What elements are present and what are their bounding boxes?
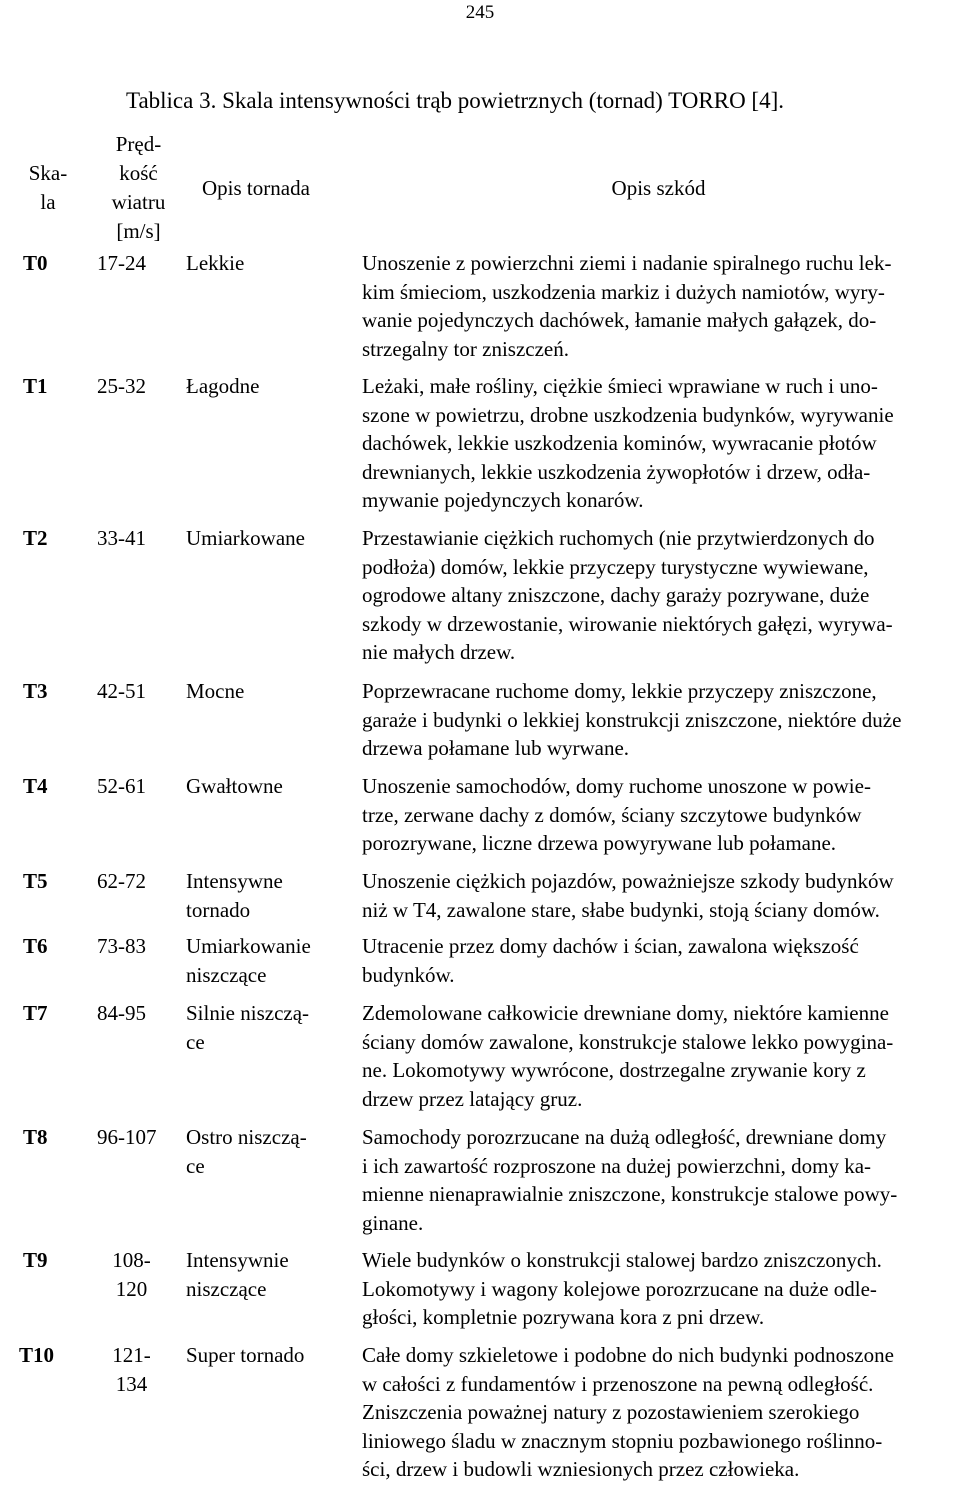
header-tornado-description: Opis tornada <box>202 175 310 200</box>
table-row <box>4 1341 956 1492</box>
wind-speed-cell: 96-107 <box>97 1125 157 1149</box>
table-header <box>4 127 956 249</box>
tornado-description-cell: Łagodne <box>186 374 260 398</box>
wind-speed-cell: 33-41 <box>97 526 146 550</box>
scale-cell: T5 <box>23 869 48 893</box>
damage-description-cell: Wiele budynków o konstrukcji stalowej bardzo zniszczonych. Lokomotywy i wagony kolejowe porozrzucane na duże odle- głości, kompletnie pozrywana kora z pni drzew. <box>362 1248 882 1329</box>
tornado-description-cell: Umiarkowane <box>186 526 305 550</box>
damage-description-cell: Unoszenie samochodów, domy ruchome unoszone w powie- trze, zerwane dachy z domów, ściany szczytowe budynków porozrywane, liczne drzewa powyrywane lub połamane. <box>362 774 871 855</box>
torro-scale-table <box>4 127 956 1492</box>
header-wind-speed: Pręd- kość wiatru [m/s] <box>111 132 166 243</box>
damage-description-cell: Poprzewracane ruchome domy, lekkie przyczepy zniszczone, garaże i budynki o lekkiej konstrukcji zniszczone, niektóre duże drzewa połamane lub wyrwane. <box>362 679 902 760</box>
scale-cell: T0 <box>23 251 48 275</box>
damage-description-cell: Całe domy szkieletowe i podobne do nich budynki podnoszone w całości z fundamentów i przenoszone na pewną odległość. Zniszczenia poważnej natury z pozostawieniem szerokiego liniowego śladu w znacznym stopniu pozbawionego roślinno- ści, drzew i budowli wzniesionych przez człowieka. <box>362 1343 894 1481</box>
table-row <box>4 772 956 867</box>
tornado-description-cell: Umiarkowanie niszczące <box>186 934 311 987</box>
wind-speed-cell: 52-61 <box>97 774 146 798</box>
wind-speed-cell: 42-51 <box>97 679 146 703</box>
damage-description-cell: Przestawianie ciężkich ruchomych (nie przytwierdzonych do podłoża) domów, lekkie przyczepy turystyczne wywiewane, ogrodowe altany zniszczone, dachy garaży pozrywane, duże szkody w drzewostanie, wirowanie niektórych gałęzi, wyrywa- nie małych drzew. <box>362 526 893 664</box>
damage-description-cell: Leżaki, małe rośliny, ciężkie śmieci wprawiane w ruch i uno- szone w powietrzu, drobne uszkodzenia budynków, wyrywanie dachówek, lekkie uszkodzenia kominów, wywracanie płotów drewnianych, lekkie uszkodzenia żywopłotów i drzew, odła- mywanie pojedynczych konarów. <box>362 374 894 512</box>
table-row <box>4 867 956 932</box>
page-number: 245 <box>465 2 495 23</box>
table-row <box>4 249 956 372</box>
table-caption: Tablica 3. Skala intensywności trąb powietrznych (tornad) TORRO [4]. <box>126 88 784 113</box>
wind-speed-cell: 17-24 <box>97 251 146 275</box>
tornado-description-cell: Mocne <box>186 679 245 703</box>
scale-cell: T6 <box>23 934 48 958</box>
tornado-description-cell: Lekkie <box>186 251 245 275</box>
damage-description-cell: Zdemolowane całkowicie drewniane domy, niektóre kamienne ściany domów zawalone, konstrukcje stalowe lekko powygina- ne. Lokomotywy wywrócone, dostrzegalne zrywanie kory z drzew przez latający gruz. <box>362 1001 894 1111</box>
damage-description-cell: Samochody porozrzucane na dużą odległość, drewniane domy i ich zawartość rozproszone na dużej powierzchni, domy ka- mienne nienaprawialnie zniszczone, konstrukcje stalowe powy- ginane. <box>362 1125 898 1235</box>
header-scale: Ska- la <box>28 161 68 214</box>
wind-speed-cell: 84-95 <box>97 1001 146 1025</box>
scale-cell: T1 <box>23 374 48 398</box>
scale-cell: T7 <box>23 1001 48 1025</box>
damage-description-cell: Unoszenie z powierzchni ziemi i nadanie spiralnego ruchu lek- kim śmieciom, uszkodzenia markiz i dużych namiotów, wyry- wanie pojedynczych dachówek, łamanie małych gałązek, do- strzegalny tor zniszczeń. <box>362 251 892 361</box>
tornado-description-cell: Ostro niszczą- ce <box>186 1125 307 1178</box>
scale-cell: T9 <box>23 1248 48 1272</box>
tornado-description-cell: Silnie niszczą- ce <box>186 1001 310 1054</box>
tornado-description-cell: Super tornado <box>186 1343 305 1367</box>
scale-cell: T2 <box>23 526 48 550</box>
table-row <box>4 524 956 677</box>
scale-cell: T10 <box>19 1343 55 1367</box>
tornado-description-cell: Intensywne tornado <box>186 869 283 922</box>
tornado-description-cell: Gwałtowne <box>186 774 283 798</box>
wind-speed-cell: 62-72 <box>97 869 146 893</box>
tornado-description-cell: Intensywnie niszczące <box>186 1248 289 1301</box>
damage-description-cell: Unoszenie ciężkich pojazdów, poważniejsze szkody budynków niż w T4, zawalone stare, słabe budynki, stoją ściany domów. <box>362 869 894 922</box>
scale-cell: T3 <box>23 679 48 703</box>
table-row <box>4 372 956 524</box>
header-damage-description: Opis szkód <box>611 175 706 200</box>
table-row <box>4 1123 956 1246</box>
table-row <box>4 999 956 1123</box>
table-row <box>4 677 956 772</box>
wind-speed-cell: 73-83 <box>97 934 146 958</box>
table-row <box>4 932 956 999</box>
scale-cell: T4 <box>23 774 48 798</box>
wind-speed-cell: 25-32 <box>97 374 146 398</box>
scale-cell: T8 <box>23 1125 48 1149</box>
damage-description-cell: Utracenie przez domy dachów i ścian, zawalona większość budynków. <box>362 934 859 987</box>
wind-speed-cell: 108- 120 <box>112 1248 151 1301</box>
wind-speed-cell: 121- 134 <box>112 1343 151 1396</box>
table-row <box>4 1246 956 1341</box>
